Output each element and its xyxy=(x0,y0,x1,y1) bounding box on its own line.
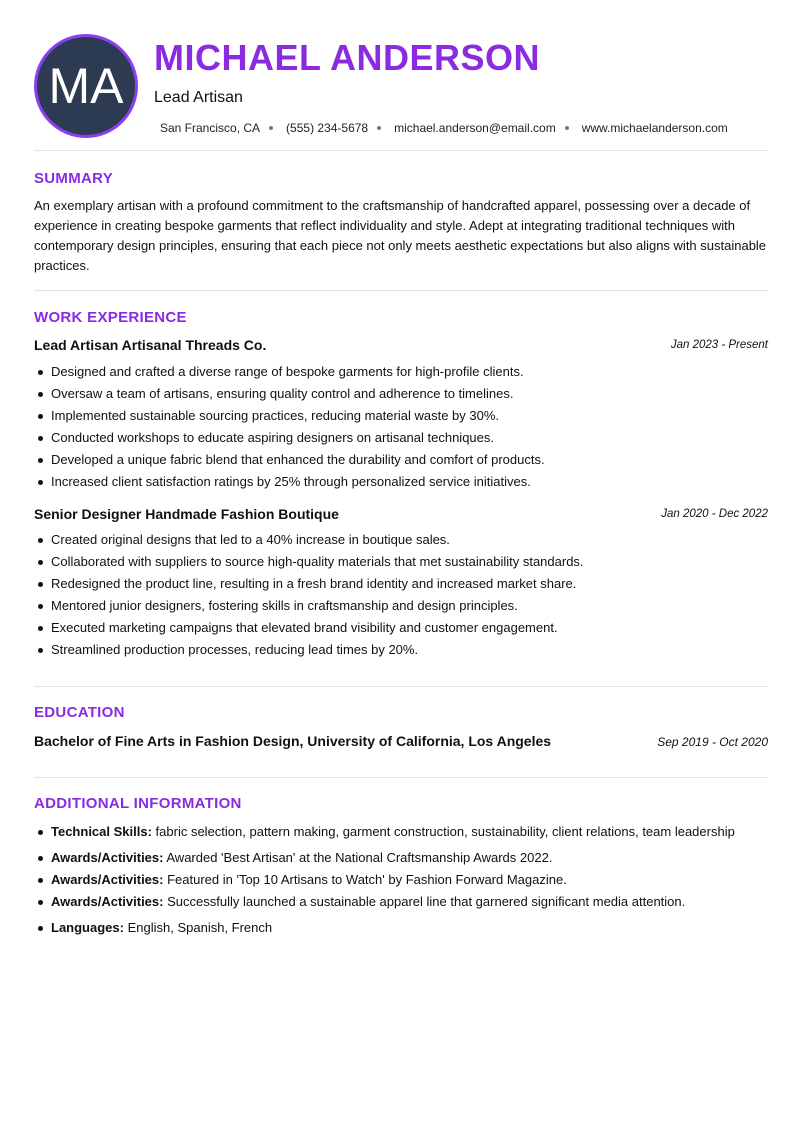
additional-heading: ADDITIONAL INFORMATION xyxy=(34,795,242,812)
item-label: Awards/Activities: xyxy=(51,872,164,887)
list-item xyxy=(34,891,768,913)
list-item: Implemented sustainable sourcing practices, reducing material waste by 30%. xyxy=(34,405,768,427)
job-header xyxy=(34,337,768,357)
list-item: Oversaw a team of artisans, ensuring quality control and adherence to timelines. xyxy=(34,383,768,405)
education-heading: EDUCATION xyxy=(34,704,125,721)
list-item: Designed and crafted a diverse range of bespoke garments for high-profile clients. xyxy=(34,361,768,383)
list-item: Redesigned the product line, resulting in a fresh brand identity and increased market share. xyxy=(34,573,768,595)
experience-heading: WORK EXPERIENCE xyxy=(34,309,187,326)
summary-text: An exemplary artisan with a profound commitment to the craftsmanship of handcrafted apparel, possessing over a decade of experience in creating bespoke garments that reflect individuality and style. Adept at integrating traditional techniques with contemporary design principles, ensuring that each piece not only meets aesthetic expectations but also aligns with sustainable practices. xyxy=(34,198,767,273)
list-item xyxy=(34,869,768,891)
contact-bar xyxy=(160,121,728,135)
job-header xyxy=(34,506,768,526)
divider xyxy=(34,686,768,687)
avatar-initials: MA xyxy=(48,58,124,114)
education-entry xyxy=(34,733,768,753)
job-dates: Jan 2020 - Dec 2022 xyxy=(661,508,768,520)
job-title: Lead Artisan Artisanal Threads Co. xyxy=(34,337,267,353)
list-item xyxy=(34,917,768,939)
avatar xyxy=(34,34,138,138)
list-item: Conducted workshops to educate aspiring designers on artisanal techniques. xyxy=(34,427,768,449)
contact-phone xyxy=(286,121,394,135)
item-text: Awarded 'Best Artisan' at the National Craftsmanship Awards 2022. xyxy=(166,850,553,865)
contact-email-link[interactable]: michael.anderson@email.com xyxy=(394,121,556,135)
item-text: Featured in 'Top 10 Artisans to Watch' by Fashion Forward Magazine. xyxy=(167,872,567,887)
item-label: Technical Skills: xyxy=(51,824,152,839)
contact-website-link[interactable]: www.michaelanderson.com xyxy=(581,121,728,135)
item-text: fabric selection, pattern making, garment construction, sustainability, client relations, team leadership xyxy=(155,824,735,839)
list-item: Created original designs that led to a 40% increase in boutique sales. xyxy=(34,529,768,551)
item-text: English, Spanish, French xyxy=(127,920,273,935)
separator-dot xyxy=(269,126,273,130)
list-item xyxy=(34,847,768,869)
separator-dot xyxy=(565,126,569,130)
list-item: Collaborated with suppliers to source high-quality materials that met sustainability standards. xyxy=(34,551,768,573)
list-item: Developed a unique fabric blend that enhanced the durability and comfort of products. xyxy=(34,449,768,471)
list-item: Streamlined production processes, reducing lead times by 20%. xyxy=(34,639,768,661)
list-item: Executed marketing campaigns that elevated brand visibility and customer engagement. xyxy=(34,617,768,639)
additional-list xyxy=(34,821,768,939)
divider xyxy=(34,777,768,778)
item-label: Awards/Activities: xyxy=(51,850,164,865)
education-degree: Bachelor of Fine Arts in Fashion Design, University of California, Los Angeles xyxy=(34,733,552,749)
item-label: Awards/Activities: xyxy=(51,894,164,909)
contact-website[interactable] xyxy=(582,121,728,135)
contact-phone-text: (555) 234-5678 xyxy=(286,121,369,135)
list-item xyxy=(34,821,768,843)
separator-dot xyxy=(377,126,381,130)
list-item: Increased client satisfaction ratings by 25% through personalized service initiatives. xyxy=(34,471,768,493)
job-dates: Jan 2023 - Present xyxy=(670,339,768,351)
resume-header xyxy=(34,34,768,138)
job-bullet-list xyxy=(34,529,768,661)
candidate-name: MICHAEL ANDERSON xyxy=(154,37,541,78)
contact-location xyxy=(160,121,286,135)
contact-location-text: San Francisco, CA xyxy=(160,121,261,135)
contact-email[interactable] xyxy=(394,121,582,135)
education-dates: Sep 2019 - Oct 2020 xyxy=(657,735,768,749)
item-label: Languages: xyxy=(51,920,124,935)
summary-heading: SUMMARY xyxy=(34,170,114,187)
divider xyxy=(34,290,768,291)
divider xyxy=(34,150,768,151)
item-text: Successfully launched a sustainable apparel line that garnered significant media attention. xyxy=(167,894,686,909)
job-title: Senior Designer Handmade Fashion Boutique xyxy=(34,506,339,522)
job-bullet-list xyxy=(34,361,768,493)
list-item: Mentored junior designers, fostering skills in craftsmanship and design principles. xyxy=(34,595,768,617)
candidate-role: Lead Artisan xyxy=(154,89,243,106)
